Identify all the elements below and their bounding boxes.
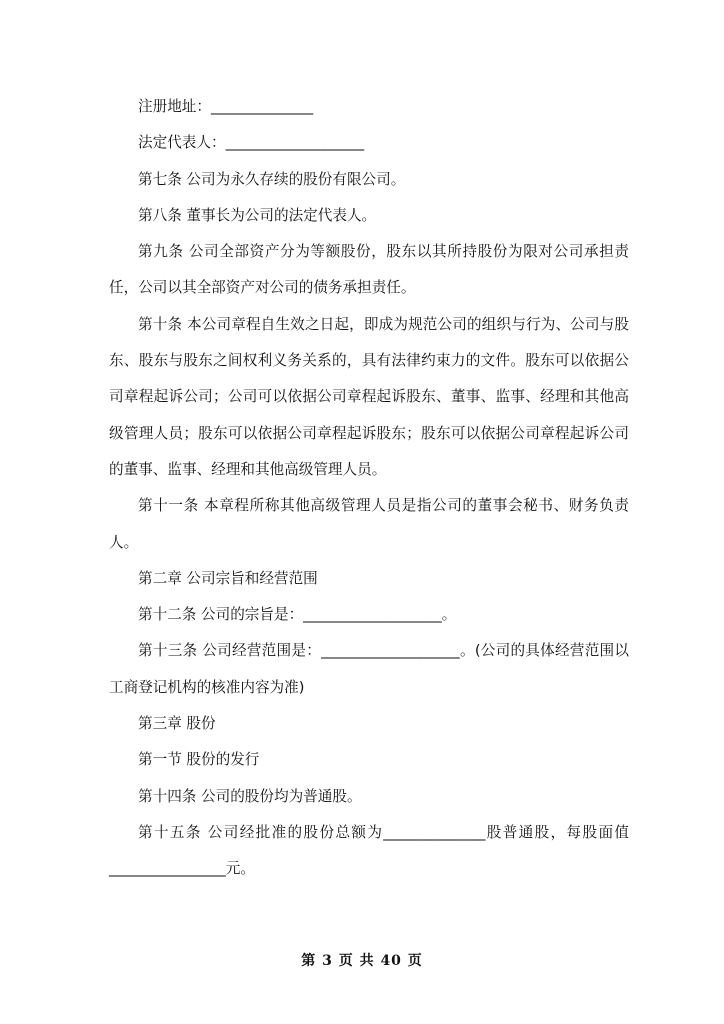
paragraph-article-9: 第九条 公司全部资产分为等额股份，股东以其所持股份为限对公司承担责任，公司以其全部资产对公司的债务承担责任。 [109, 243, 629, 297]
paragraph-article-11: 第十一条 本章程所称其他高级管理人员是指公司的董事会秘书、财务负责人。 [109, 497, 629, 551]
paragraph-article-15: 第十五条 公司经批准的股份总额为______________股普通股，每股面值________________元。 [109, 823, 629, 878]
paragraph-article-14: 第十四条 公司的股份均为普通股。 [138, 787, 362, 805]
page-number-footer: 第 3 页 共 40 页 [301, 953, 423, 969]
section-heading-1: 第一节 股份的发行 [138, 751, 260, 769]
document-body [109, 89, 629, 888]
chapter-heading-2: 第二章 公司宗旨和经营范围 [138, 569, 318, 587]
paragraph-article-10: 第十条 本公司章程自生效之日起，即成为规范公司的组织与行为、公司与股东、股东与股东之间权利义务关系的，具有法律约束力的文件。股东可以依据公司章程起诉公司；公司可以依据公司章程起诉股东、董事、监事、经理和其他高级管理人员；股东可以依据公司章程起诉股东；股东可以依据公司章程起诉公司的董事、监事、经理和其他高级管理人员。 [109, 315, 629, 478]
paragraph-article-12: 第十二条 公司的宗旨是：___________________。 [138, 606, 457, 624]
chapter-heading-3: 第三章 股份 [138, 715, 216, 733]
paragraph-registered-address: 注册地址：______________ [138, 98, 314, 115]
paragraph-article-13: 第十三条 公司经营范围是：___________________。(公司的具体经营范围以工商登记机构的核准内容为准) [109, 642, 629, 696]
paragraph-article-8: 第八条 董事长为公司的法定代表人。 [138, 206, 377, 224]
paragraph-article-7: 第七条 公司为永久存续的股份有限公司。 [138, 170, 406, 188]
paragraph-legal-representative: 法定代表人：___________________ [138, 134, 365, 152]
